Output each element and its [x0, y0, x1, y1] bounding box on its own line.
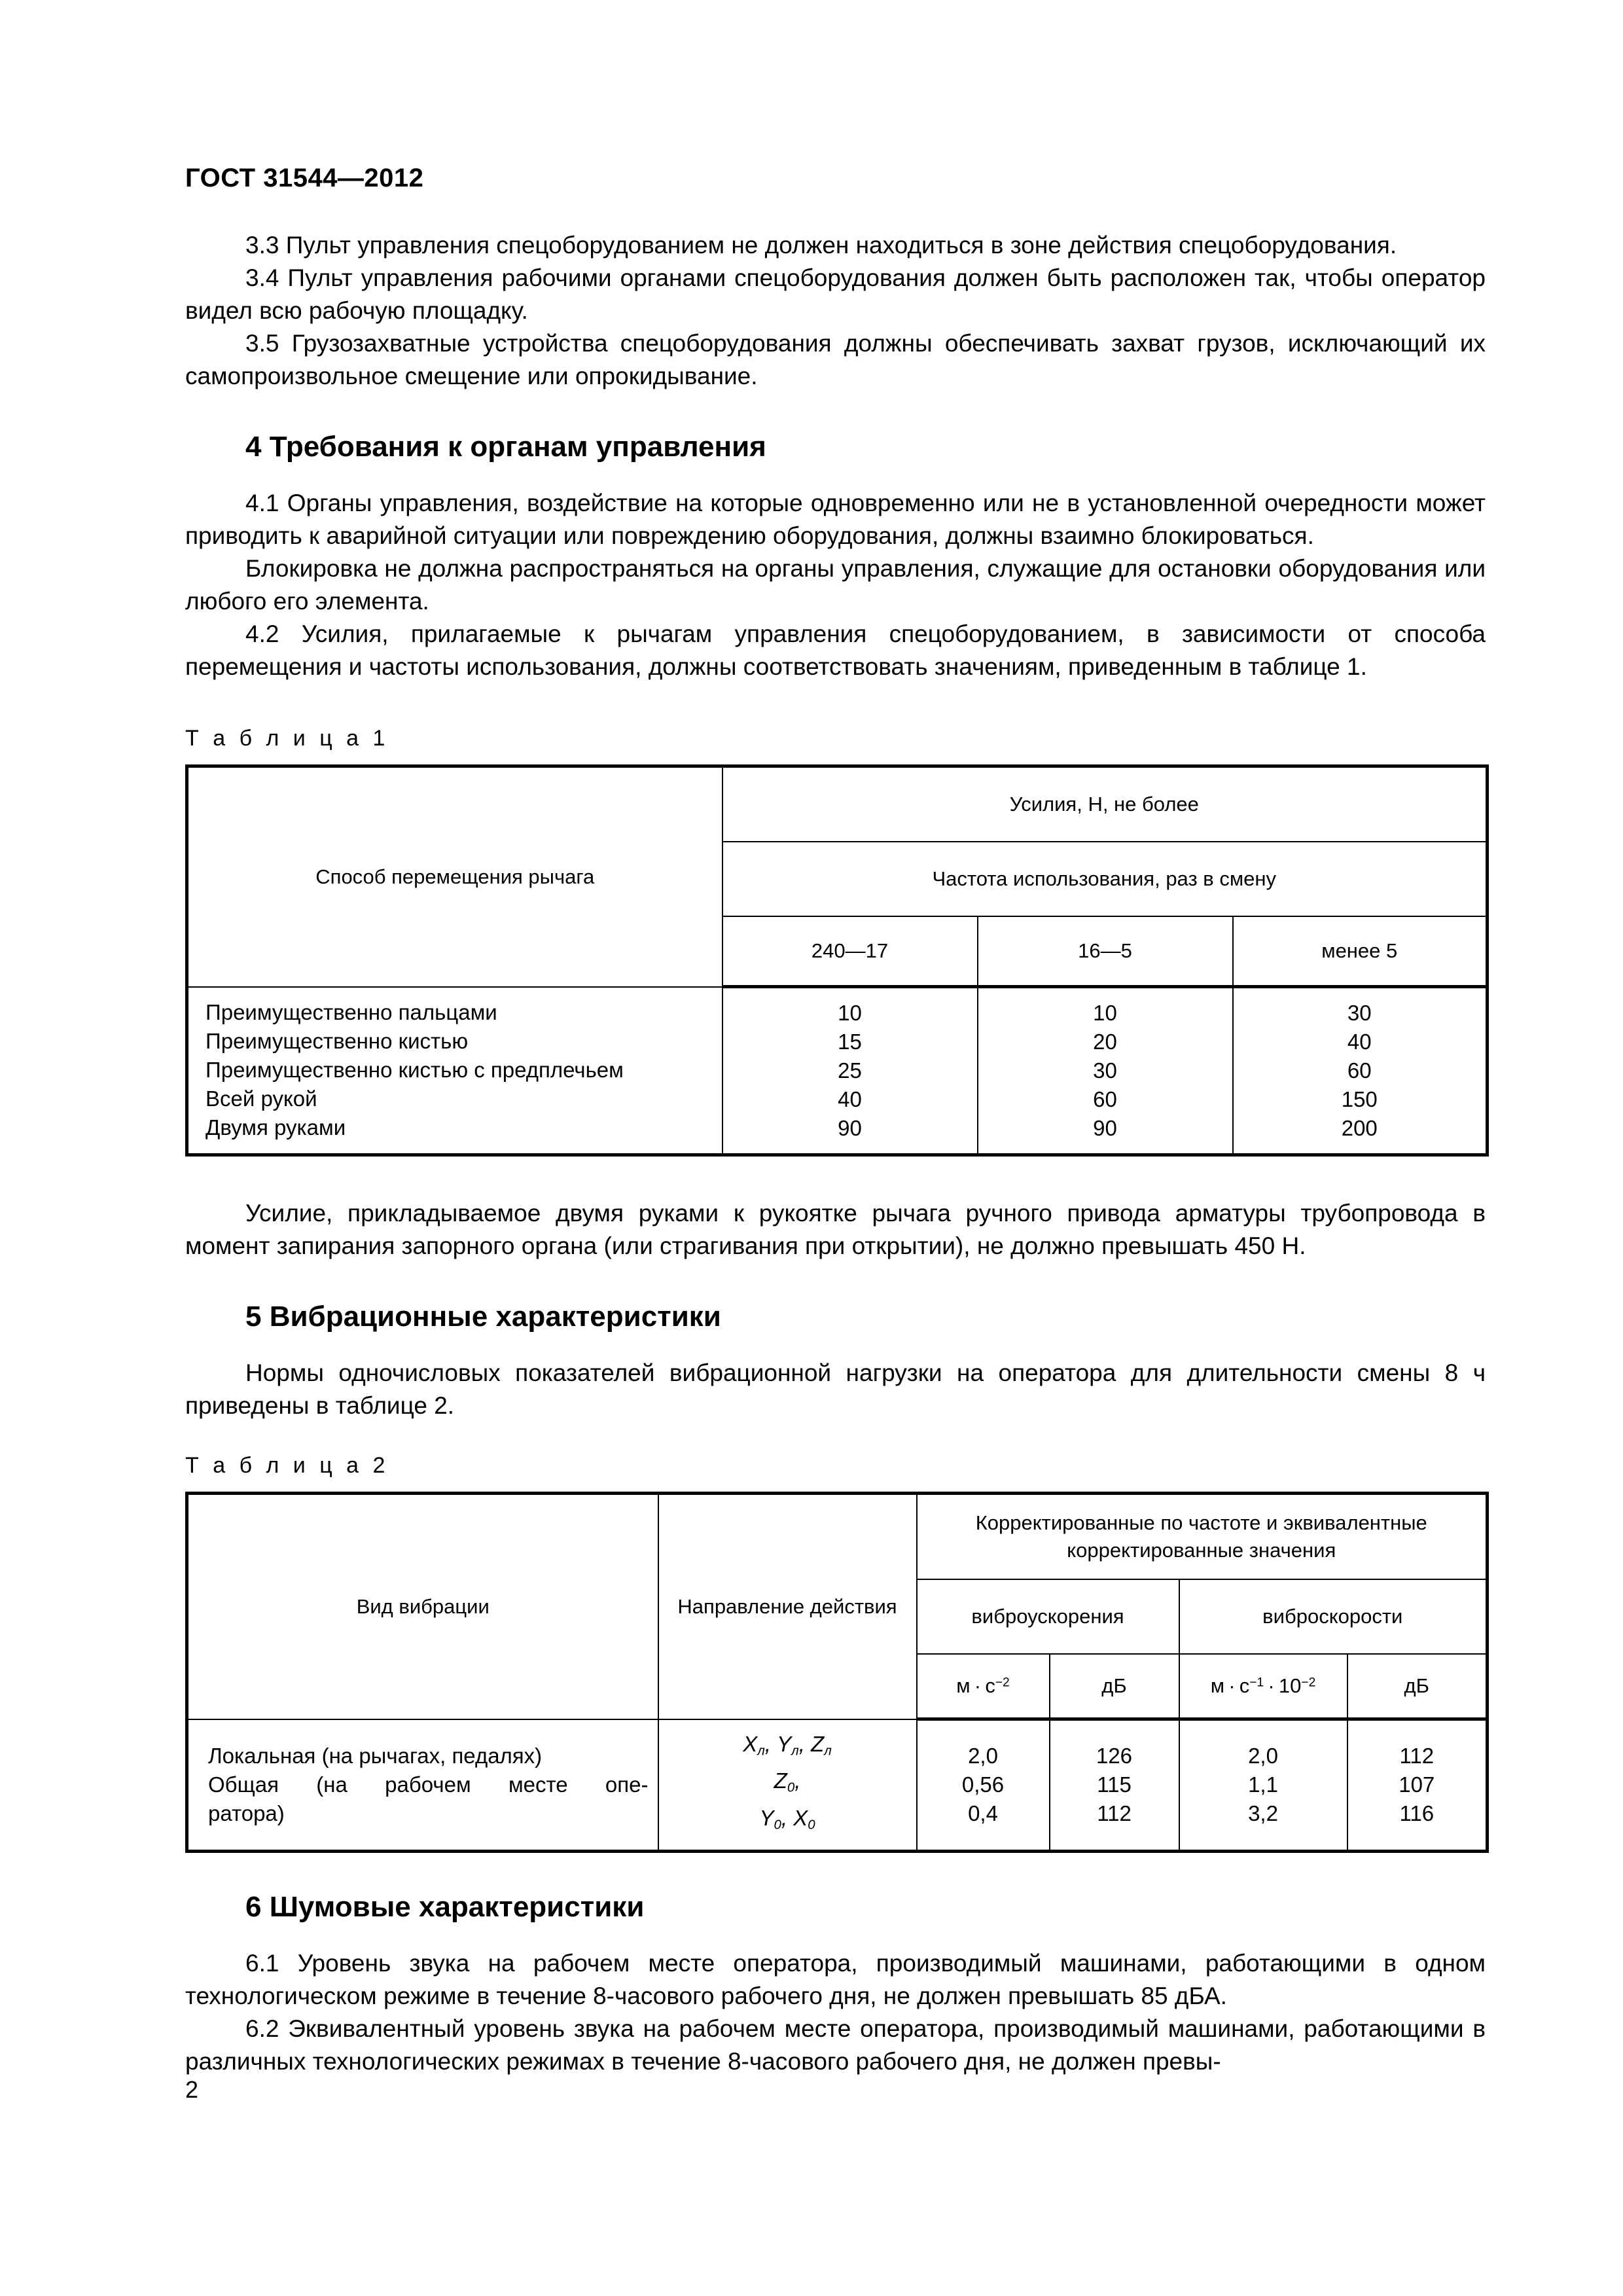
table-cell: 90 [838, 1116, 862, 1140]
table-cell: 60 [1093, 1087, 1117, 1111]
table-cell: 40 [1347, 1030, 1372, 1054]
paragraph-3-4: 3.4 Пульт управления рабочими органами спецоборудования должен быть расположен так, чтобы оператор видел всю рабочую площадку. [185, 264, 1486, 324]
table-1-subcol-label-1: 240—17 [811, 939, 889, 962]
table-row: Преимущественно пальцами [205, 1000, 497, 1025]
paragraph-6-2: 6.2 Эквивалентный уровень звука на рабочем месте оператора, производимый машинами, работающими в различных технологических режимах в течение 8-часового рабочего дня, не должен превы- [185, 2015, 1486, 2075]
table-cell: 115 [1097, 1772, 1132, 1797]
table-1-group-top-header [722, 766, 1488, 842]
table-row: Общая (на рабочем месте опе- [208, 1772, 649, 1797]
table-2-group-top-label: Корректированные по частоте и эквивалентные корректированные значения [975, 1511, 1427, 1562]
table-1-col1-header [187, 766, 722, 987]
spacer [185, 1422, 1486, 1451]
paragraph-4-1: 4.1 Органы управления, воздействие на которые одновременно или не в установленной очередности может приводить к аварийной ситуации или повреждению оборудования, должны взаимно блокироваться. [185, 490, 1486, 549]
table-1-body [187, 987, 1488, 1155]
table-1-col1-header-label: Способ перемещения рычага [315, 865, 595, 888]
section-heading-4: 4 Требования к органам управления [245, 431, 766, 463]
table-2-group-velocity-header [1179, 1579, 1488, 1654]
table-cell: 25 [838, 1058, 862, 1083]
spacer [185, 683, 1486, 724]
table-1-values-col-1 [722, 987, 978, 1155]
table-cell: 116 [1399, 1801, 1435, 1826]
table-1-header-row-1 [187, 766, 1488, 842]
document-header-standard-number: ГОСТ 31544—2012 [185, 164, 424, 192]
table-1-subcol-header-3 [1233, 916, 1488, 987]
table-2-units-header-2 [1050, 1654, 1179, 1719]
table-1-group-top-label: Усилия, Н, не более [1009, 793, 1199, 816]
table-2-units-header-4 [1347, 1654, 1488, 1719]
table-2-col1-header-label: Вид вибрации [356, 1594, 490, 1618]
table-cell: 200 [1341, 1116, 1378, 1140]
table-1-subcol-label-2: 16—5 [1078, 939, 1132, 962]
table-cell: 90 [1093, 1116, 1117, 1140]
paragraph-4-1-continued: Блокировка не должна распространяться на органы управления, служащие для остановки оборудования или любого его элемента. [185, 555, 1486, 615]
table-cell: 3,2 [1248, 1801, 1278, 1826]
table-cell: $Z_0$, [774, 1768, 801, 1795]
table-2-group-accel-label: виброускорения [971, 1605, 1124, 1628]
table-2-accel-db-values [1050, 1719, 1179, 1852]
table-2 [185, 1492, 1489, 1853]
table-cell: 1,1 [1248, 1772, 1278, 1797]
table-cell: 60 [1347, 1058, 1372, 1083]
page-number: 2 [185, 2076, 199, 2103]
table-cell: 126 [1096, 1744, 1133, 1768]
table-1-group-sub-header [722, 842, 1488, 916]
table-cell: 10 [1093, 1001, 1117, 1025]
table-cell: 112 [1399, 1744, 1435, 1768]
table-2-units-label-4: дБ [1404, 1674, 1429, 1697]
table-cell: 0,56 [961, 1772, 1005, 1797]
table-row: Преимущественно кистью с предплечьем [205, 1058, 624, 1083]
table-cell: 0,4 [968, 1801, 998, 1826]
table-2-col1-header [187, 1494, 658, 1719]
table-1-subcol-label-3: менее 5 [1321, 939, 1398, 962]
table-2-col2-header [658, 1494, 917, 1719]
table-2-units-label-3: $м \cdot с^{-1} \cdot 10^{-2}$ [1210, 1674, 1316, 1697]
table-2-directions [658, 1719, 917, 1852]
table-2-group-velocity-label: виброскорости [1262, 1605, 1403, 1628]
table-row: Локальная (на рычагах, педалях) [208, 1743, 543, 1768]
table-row: Всей рукой [205, 1086, 317, 1111]
table-row: ратора) [208, 1801, 285, 1825]
paragraph-3-5: 3.5 Грузозахватные устройства спецоборудования должны обеспечивать захват грузов, исключающий их самопроизвольное смещение или опрокидывание. [185, 330, 1486, 389]
table-cell: $X_л$, $Y_л$, $Z_л$ [743, 1731, 832, 1759]
table-2-velocity-ms-values [1179, 1719, 1347, 1852]
table-1-values-col-3 [1233, 987, 1488, 1155]
table-cell: 30 [1093, 1058, 1117, 1083]
table-2-units-header-3 [1179, 1654, 1347, 1719]
paragraph-3-3: 3.3 Пульт управления спецоборудованием не должен находиться в зоне действия спецоборудования. [245, 232, 1397, 259]
paragraph-after-table-1: Усилие, прикладываемое двумя руками к рукоятке рычага ручного привода арматуры трубопровода в момент запирания запорного органа (или страгивания при открытии), не должно превышать 450 Н. [185, 1200, 1486, 1259]
table-2-col2-header-label: Направление действия [677, 1594, 897, 1618]
table-2-units-label-2: дБ [1101, 1674, 1127, 1697]
table-row: Преимущественно кистью [205, 1029, 469, 1054]
document-body [185, 229, 1486, 2078]
table-cell: 2,0 [968, 1744, 998, 1768]
table-2-row-labels [187, 1719, 658, 1852]
spacer [185, 1157, 1486, 1197]
paragraph-4-2: 4.2 Усилия, прилагаемые к рычагам управления спецоборудованием, в зависимости от способа перемещения и частоты использования, должны соответствовать значениям, приведенным в таблице 1. [185, 620, 1486, 680]
table-cell: 20 [1093, 1030, 1117, 1054]
table-2-body [187, 1719, 1488, 1852]
table-cell: $Y_0$, $X_0$ [759, 1805, 815, 1833]
table-2-velocity-db-values [1347, 1719, 1488, 1852]
table-cell: 2,0 [1248, 1744, 1278, 1768]
table-1-subcol-header-1 [722, 916, 978, 987]
table-cell: 15 [838, 1030, 862, 1054]
section-heading-5: 5 Вибрационные характеристики [245, 1300, 721, 1333]
table-cell: 40 [838, 1087, 862, 1111]
table-2-units-label-1: $м \cdot с^{-2}$ [956, 1674, 1010, 1697]
table-2-group-accel-header [917, 1579, 1179, 1654]
table-1-values-col-2 [978, 987, 1233, 1155]
table-1-row-labels [187, 987, 722, 1155]
table-1-caption: Т а б л и ц а 1 [185, 726, 389, 751]
table-row: Двумя руками [205, 1115, 346, 1140]
table-cell: 10 [838, 1001, 862, 1025]
table-cell: 30 [1347, 1001, 1372, 1025]
table-cell: 150 [1341, 1087, 1378, 1111]
table-2-header-row-1 [187, 1494, 1488, 1580]
table-cell: 112 [1097, 1801, 1132, 1826]
table-1-group-sub-label: Частота использования, раз в смену [932, 867, 1277, 890]
table-1 [185, 764, 1489, 1157]
table-2-accel-ms-values [917, 1719, 1050, 1852]
section-heading-6: 6 Шумовые характеристики [245, 1890, 645, 1923]
table-1-subcol-header-2 [978, 916, 1233, 987]
table-2-units-header-1 [917, 1654, 1050, 1719]
paragraph-6-1: 6.1 Уровень звука на рабочем месте оператора, производимый машинами, работающими в одном технологическом режиме в течение 8-часового рабочего дня, не должен превышать 85 дБА. [185, 1949, 1486, 2009]
table-2-group-top-header [917, 1494, 1488, 1580]
table-cell: 107 [1399, 1772, 1435, 1797]
paragraph-5-intro: Нормы одночисловых показателей вибрационной нагрузки на оператора для длительности смены 8 ч приведены в таблице 2. [185, 1359, 1486, 1419]
table-2-caption: Т а б л и ц а 2 [185, 1453, 389, 1478]
